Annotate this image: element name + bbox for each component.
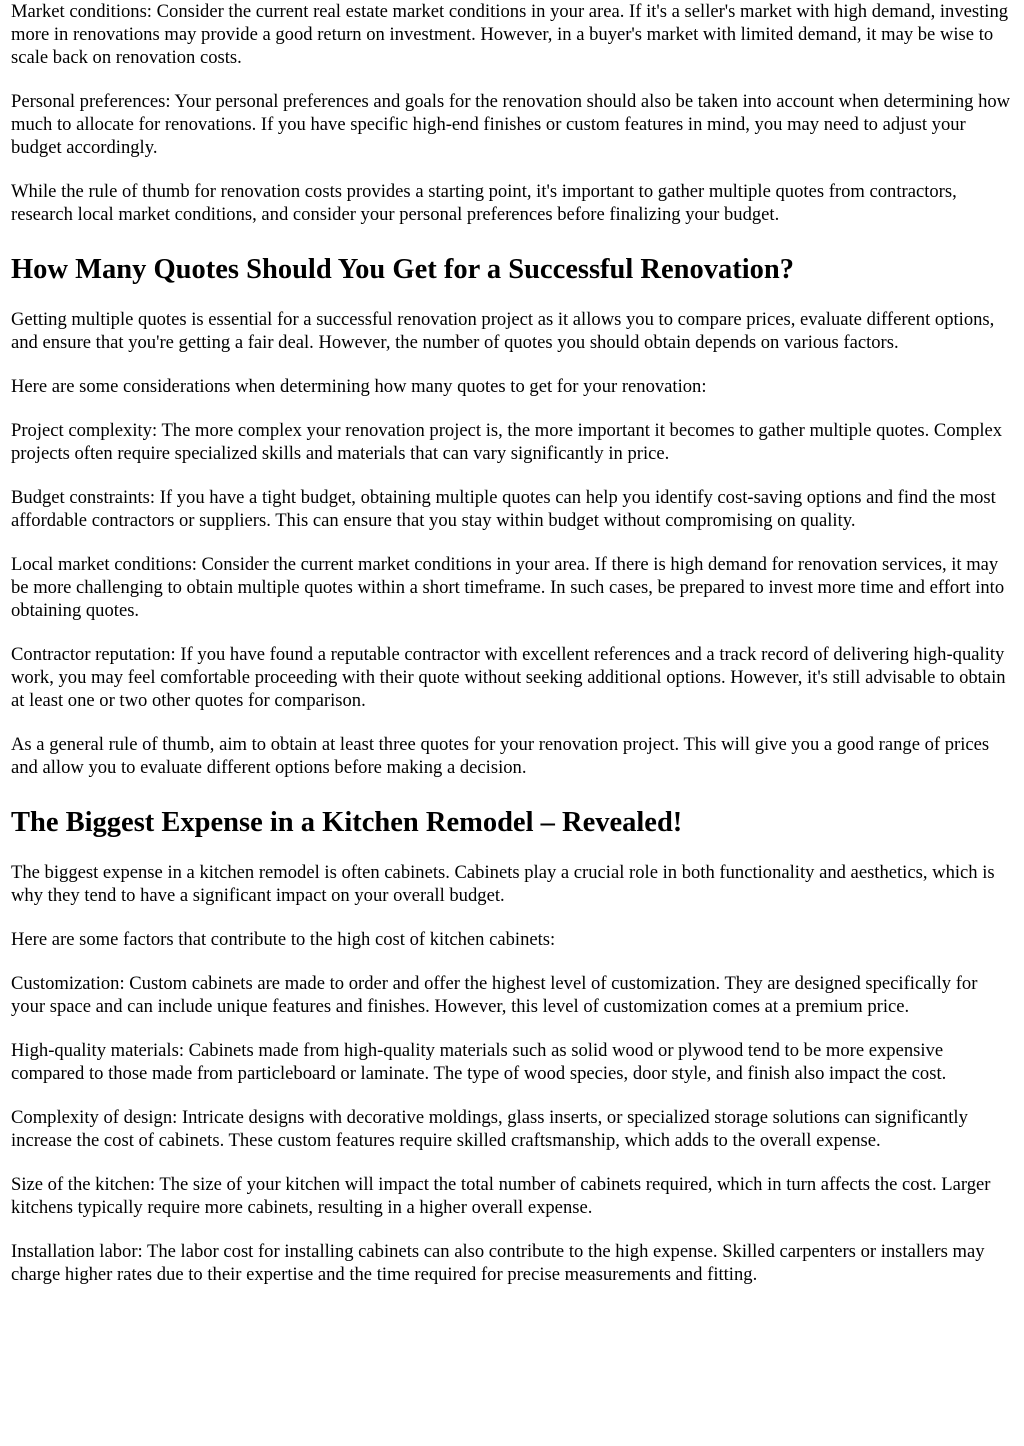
paragraph-quotes-intro: Getting multiple quotes is essential for a successful renovation project as it allows you to compare prices, evaluate different options, and ensure that you're getting a fair deal. However, the number of quotes you should obtain depends on various factors. (11, 309, 995, 353)
paragraph-complexity-of-design: Complexity of design: Intricate designs with decorative moldings, glass inserts, or specialized storage solutions can significantly increase the cost of cabinets. These custom features require skilled craftsmanship, which adds to the overall expense. (11, 1107, 968, 1151)
heading-biggest-expense: The Biggest Expense in a Kitchen Remodel – Revealed! (11, 807, 683, 838)
paragraph-market-conditions: Market conditions: Consider the current real estate market conditions in your area. If it's a seller's market with high demand, investing more in renovations may provide a good return on investment. However, in a buyer's market with limited demand, it may be wise to scale back on renovation costs. (11, 1, 1009, 68)
paragraph-contractor-reputation: Contractor reputation: If you have found a reputable contractor with excellent references and a track record of delivering high-quality work, you may feel comfortable proceeding with their quote without seeking additional options. However, it's still advisable to obtain at least one or two other quotes for comparison. (11, 644, 1006, 711)
paragraph-rule-of-thumb: While the rule of thumb for renovation costs provides a starting point, it's important to gather multiple quotes from contractors, research local market conditions, and consider your personal preferences before finalizing your budget. (11, 181, 957, 225)
paragraph-customization: Customization: Custom cabinets are made to order and offer the highest level of customization. They are designed specifically for your space and can include unique features and finishes. However, this level of customization comes at a premium price. (11, 973, 978, 1017)
paragraph-cabinet-factors: Here are some factors that contribute to the high cost of kitchen cabinets: (11, 929, 556, 950)
paragraph-high-quality-materials: High-quality materials: Cabinets made from high-quality materials such as solid wood or plywood tend to be more expensive compared to those made from particleboard or laminate. The type of wood species, door style, and finish also impact the cost. (11, 1040, 947, 1084)
paragraph-installation-labor: Installation labor: The labor cost for installing cabinets can also contribute to the high expense. Skilled carpenters or installers may charge higher rates due to their expertise and the time required for precise measurements and fitting. (11, 1241, 985, 1285)
heading-how-many-quotes: How Many Quotes Should You Get for a Successful Renovation? (11, 254, 795, 285)
paragraph-personal-preferences: Personal preferences: Your personal preferences and goals for the renovation should also be taken into account when determining how much to allocate for renovations. If you have specific high-end finishes or custom features in mind, you may need to adjust your budget accordingly. (11, 91, 1011, 158)
paragraph-size-of-kitchen: Size of the kitchen: The size of your kitchen will impact the total number of cabinets required, which in turn affects the cost. Larger kitchens typically require more cabinets, resulting in a higher overall expense. (11, 1174, 991, 1218)
paragraph-quotes-considerations: Here are some considerations when determining how many quotes to get for your renovation: (11, 376, 707, 397)
paragraph-general-rule: As a general rule of thumb, aim to obtain at least three quotes for your renovation project. This will give you a good range of prices and allow you to evaluate different options before making a decision. (11, 734, 990, 778)
paragraph-budget-constraints: Budget constraints: If you have a tight budget, obtaining multiple quotes can help you identify cost-saving options and find the most affordable contractors or suppliers. This can ensure that you stay within budget without compromising on quality. (11, 487, 996, 531)
paragraph-local-market-conditions: Local market conditions: Consider the current market conditions in your area. If there is high demand for renovation services, it may be more challenging to obtain multiple quotes within a short timeframe. In such cases, be prepared to invest more time and effort into obtaining quotes. (11, 554, 1005, 621)
paragraph-cabinets-intro: The biggest expense in a kitchen remodel is often cabinets. Cabinets play a crucial role in both functionality and aesthetics, which is why they tend to have a significant impact on your overall budget. (11, 862, 995, 906)
paragraph-project-complexity: Project complexity: The more complex your renovation project is, the more important it becomes to gather multiple quotes. Complex projects often require specialized skills and materials that can vary significantly in price. (11, 420, 1003, 464)
